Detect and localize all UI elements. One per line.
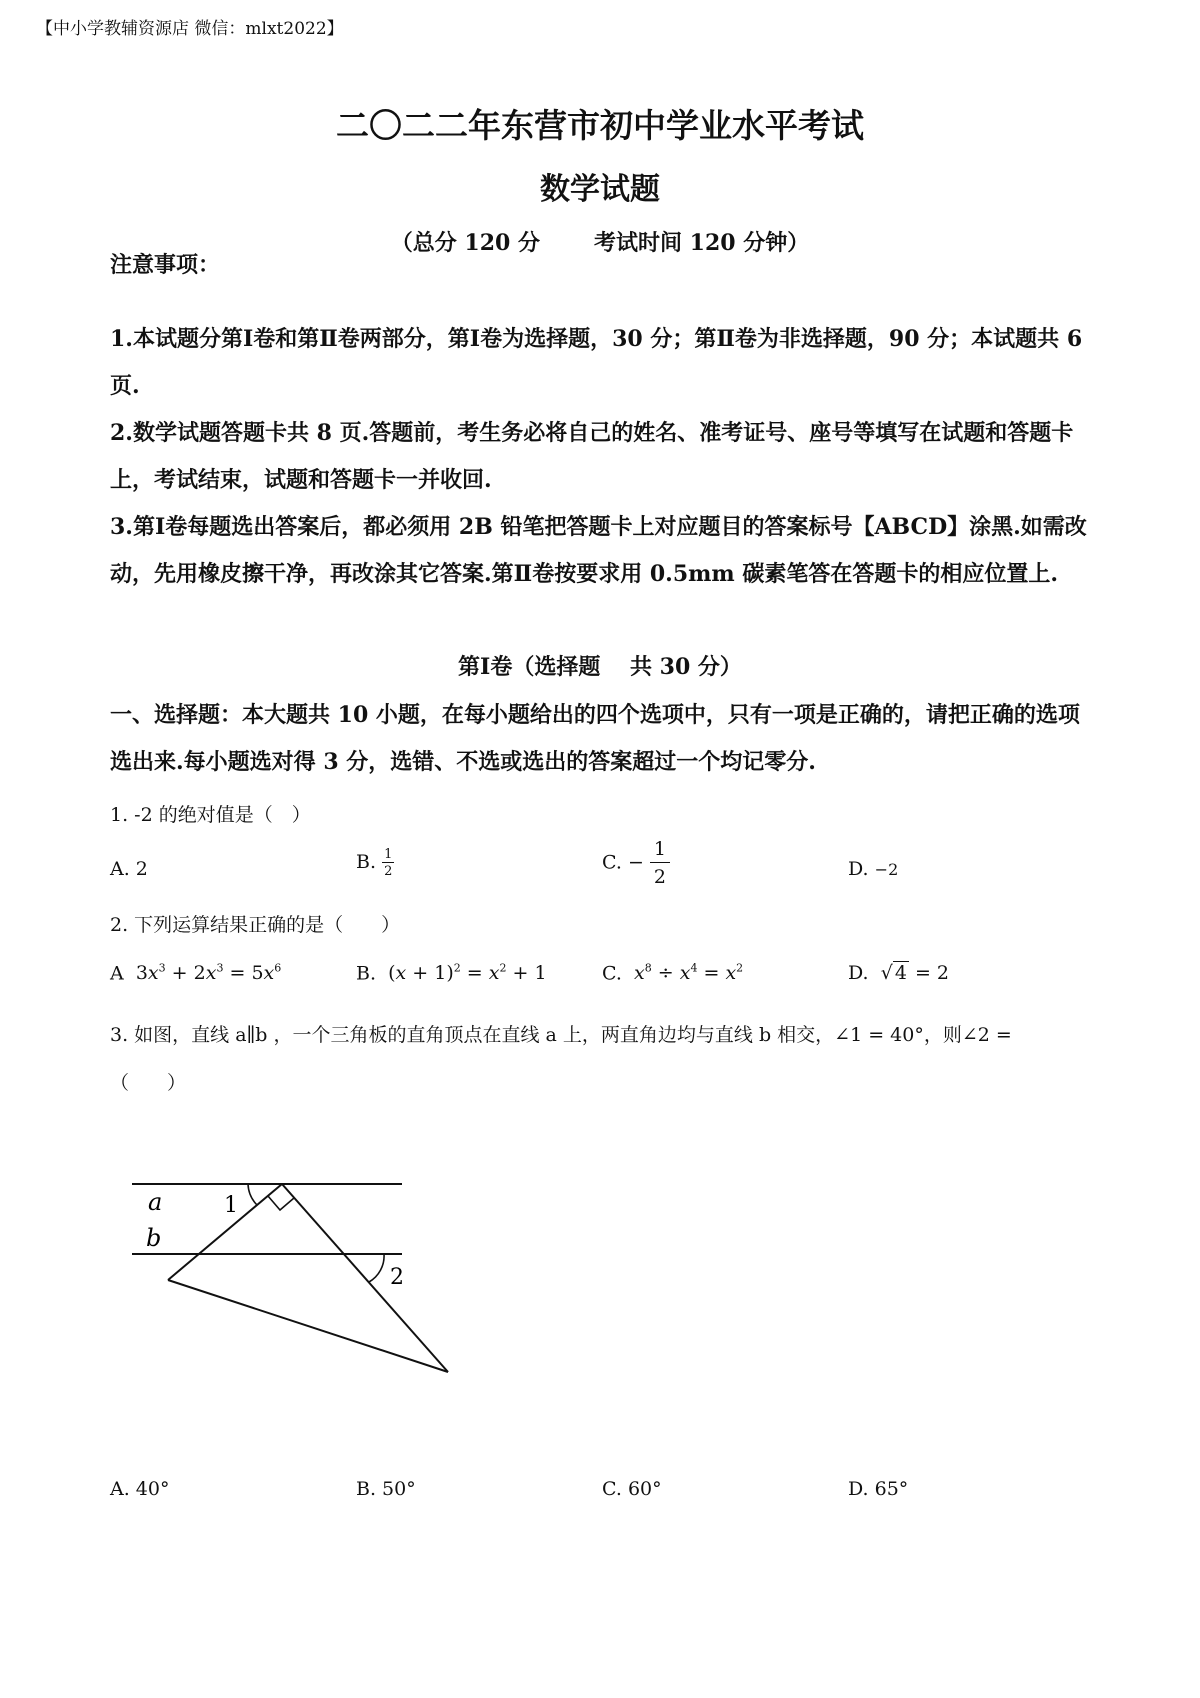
q2-option-a-formula: $3x^3 + 2x^3 = 5x^6$ xyxy=(135,962,282,985)
q1-option-b-label: B. xyxy=(356,851,377,873)
q2-option-d-radicand: 4 xyxy=(894,962,907,984)
question-3-figure xyxy=(120,1160,460,1390)
score-info: （总分 120 分 xyxy=(390,230,540,256)
q3-option-a: A. 40° xyxy=(110,1478,170,1500)
section-instruction: 一、选择题：本大题共 10 小题，在每小题给出的四个选项中，只有一项是正确的，请把正确的选项选出来.每小题选对得 3 分，选错、不选或选出的答案超过一个均记零分. xyxy=(110,702,1080,775)
fraction-denominator: 2 xyxy=(653,866,667,888)
right-angle-marker xyxy=(268,1196,294,1210)
triangle-hypotenuse xyxy=(168,1280,448,1372)
time-info: 考试时间 120 分钟） xyxy=(594,230,810,256)
fraction-numerator: 1 xyxy=(650,840,670,863)
watermark: 【中小学教辅资源店 微信：mlxt2022】 xyxy=(36,19,344,39)
angle-2-arc xyxy=(369,1254,384,1282)
fraction-denominator: 2 xyxy=(384,864,393,879)
q1-option-c-fraction xyxy=(650,840,670,887)
question-3-stem-line2: （ ） xyxy=(110,1072,187,1094)
question-3-stem-line1: 3. 如图，直线 a∥b ，一个三角板的直角顶点在直线 a 上，两直角边均与直线 b 相交，∠1 = 40°，则∠2 = xyxy=(110,1024,1012,1046)
q2-option-c xyxy=(602,962,743,984)
notice-item-2: 2.数学试题答题卡共 8 页.答题前，考生务必将自己的姓名、准考证号、座号等填写在试题和答题卡上，考试结束，试题和答题卡一并收回. xyxy=(110,420,1074,493)
q1-option-a: A. 2 xyxy=(110,858,148,880)
q2-option-c-label: C. xyxy=(602,962,622,985)
question-1-stem: 1. -2 的绝对值是（ ） xyxy=(110,804,311,826)
q1-option-c-label: C. xyxy=(602,851,622,874)
q3-option-b: B. 50° xyxy=(356,1478,416,1500)
q2-option-d-label: D. xyxy=(848,962,869,984)
section-title: 第Ⅰ卷（选择题 共 30 分） xyxy=(458,654,742,680)
notice-item-3: 3.第Ⅰ卷每题选出答案后，都必须用 2B 铅笔把答题卡上对应题目的答案标号【ABCD】涂黑.如需改动，先用橡皮擦干净，再改涂其它答案.第Ⅱ卷按要求用 0.5mm 碳素笔答在答题卡的相应位置上. xyxy=(110,514,1087,587)
angle-1-label: 1 xyxy=(224,1193,238,1218)
sqrt-symbol: √ xyxy=(880,962,893,984)
label-b: b xyxy=(146,1224,162,1252)
q1-option-c xyxy=(602,840,670,887)
q1-option-c-sign: − xyxy=(627,851,644,874)
exam-subject: 数学试题 xyxy=(540,172,660,207)
q2-option-b-formula: $(x + 1)^2 = x^2 + 1$ xyxy=(388,962,547,985)
q2-option-d-rest: = 2 xyxy=(908,962,949,984)
fraction-numerator: 1 xyxy=(384,847,393,862)
question-2-stem: 2. 下列运算结果正确的是（ ） xyxy=(110,914,401,936)
q1-option-b-fraction xyxy=(382,848,394,878)
q3-option-d: D. 65° xyxy=(848,1478,909,1500)
q2-option-d xyxy=(848,962,949,984)
angle-2-label: 2 xyxy=(390,1265,404,1290)
q2-option-c-formula: $x^8 \div x^4 = x^2$ xyxy=(634,962,744,985)
q1-option-d xyxy=(848,858,898,880)
q2-option-b-label: B. xyxy=(356,962,377,985)
q3-option-c: C. 60° xyxy=(602,1478,662,1500)
q1-option-d-label: D. xyxy=(848,858,869,880)
q1-option-d-value: −2 xyxy=(874,860,899,879)
label-a: a xyxy=(148,1188,163,1216)
q2-option-a-label: A xyxy=(110,962,124,985)
q2-option-a xyxy=(110,962,281,984)
exam-title: 二〇二二年东营市初中学业水平考试 xyxy=(336,106,864,145)
notice-item-1: 1.本试题分第Ⅰ卷和第Ⅱ卷两部分，第Ⅰ卷为选择题，30 分；第Ⅱ卷为非选择题，90 分；本试题共 6 页. xyxy=(110,326,1083,399)
angle-1-arc xyxy=(248,1184,257,1205)
notice-heading: 注意事项： xyxy=(110,252,221,278)
q1-option-b xyxy=(356,848,394,878)
q2-option-b xyxy=(356,962,547,984)
